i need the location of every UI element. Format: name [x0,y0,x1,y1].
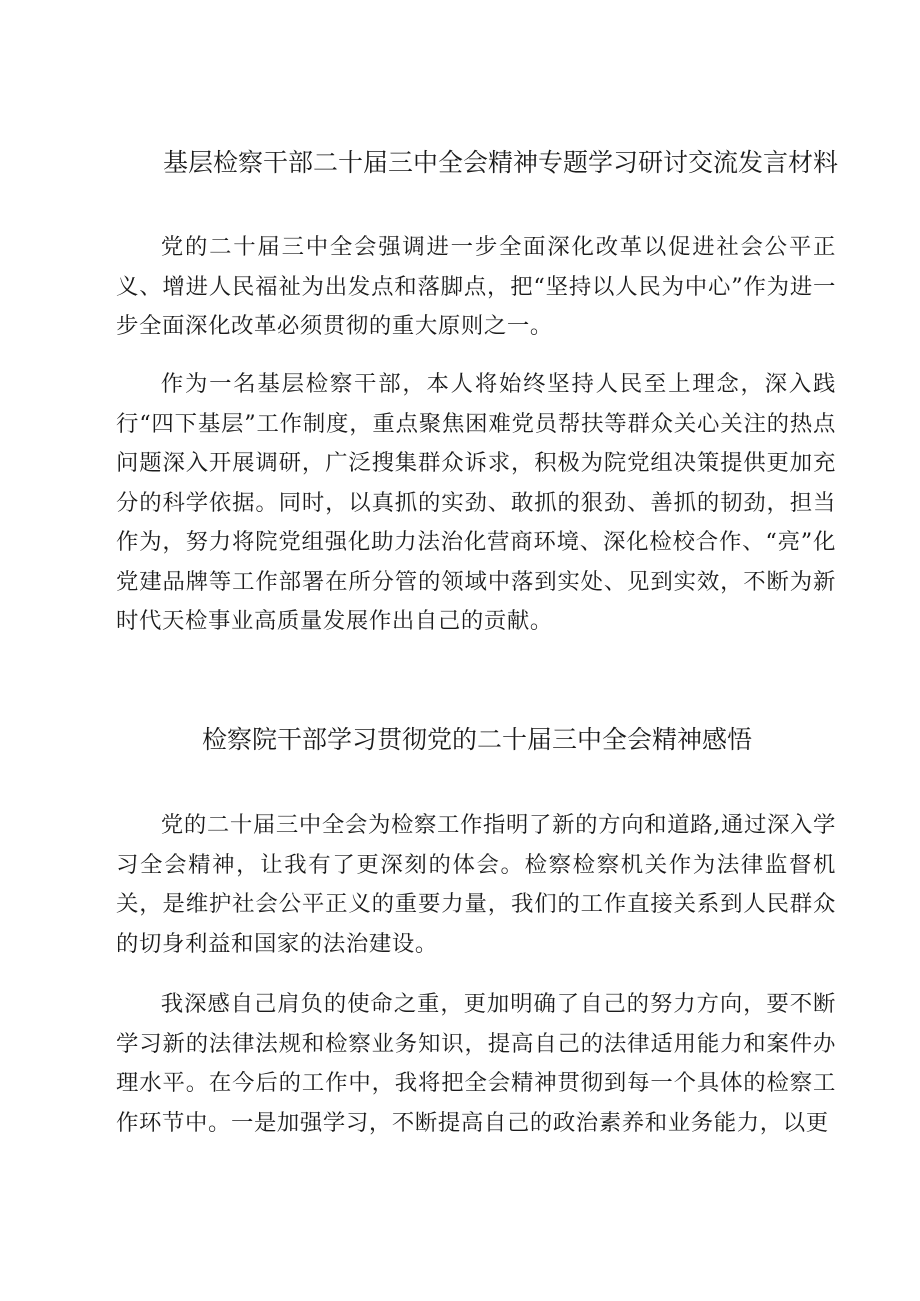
article-1-title: 基层检察干部二十届三中全会精神专题学习研讨交流发言材料 [163,148,839,177]
article-2-paragraph-1: 党的二十届三中全会为检察工作指明了新的方向和道路,通过深入学习全会精神，让我有了更深刻的体会。检察检察机关作为法律监督机关，是维护社会公平正义的重要力量，我们的工作直接关系到人民群众的切身利益和国家的法治建设。 [116,812,836,957]
article-2-title: 检察院干部学习贯彻党的二十届三中全会精神感悟 [202,725,753,754]
article-2-paragraph-2: 我深感自己肩负的使命之重，更加明确了自己的努力方向，要不断学习新的法律法规和检察业务知识，提高自己的法律适用能力和案件办理水平。在今后的工作中，我将把全会精神贯彻到每一个具体的检察工作环节中。一是加强学习，不断提高自己的政治素养和业务能力，以更 [116,991,836,1136]
article-1-paragraph-1: 党的二十届三中全会强调进一步全面深化改革以促进社会公平正义、增进人民福祉为出发点和落脚点，把“坚持以人民为中心”作为进一步全面深化改革必须贯彻的重大原则之一。 [116,234,836,339]
article-1-paragraph-2: 作为一名基层检察干部，本人将始终坚持人民至上理念，深入践行“四下基层”工作制度，重点聚焦困难党员帮扶等群众关心关注的热点问题深入开展调研，广泛搜集群众诉求，积极为院党组决策提供更加充分的科学依据。同时，以真抓的实劲、敢抓的狠劲、善抓的韧劲，担当作为，努力将院党组强化助力法治化营商环境、深化检校合作、“亮”化党建品牌等工作部署在所分管的领域中落到实处、见到实效，不断为新时代天检事业高质量发展作出自己的贡献。 [116,371,836,634]
